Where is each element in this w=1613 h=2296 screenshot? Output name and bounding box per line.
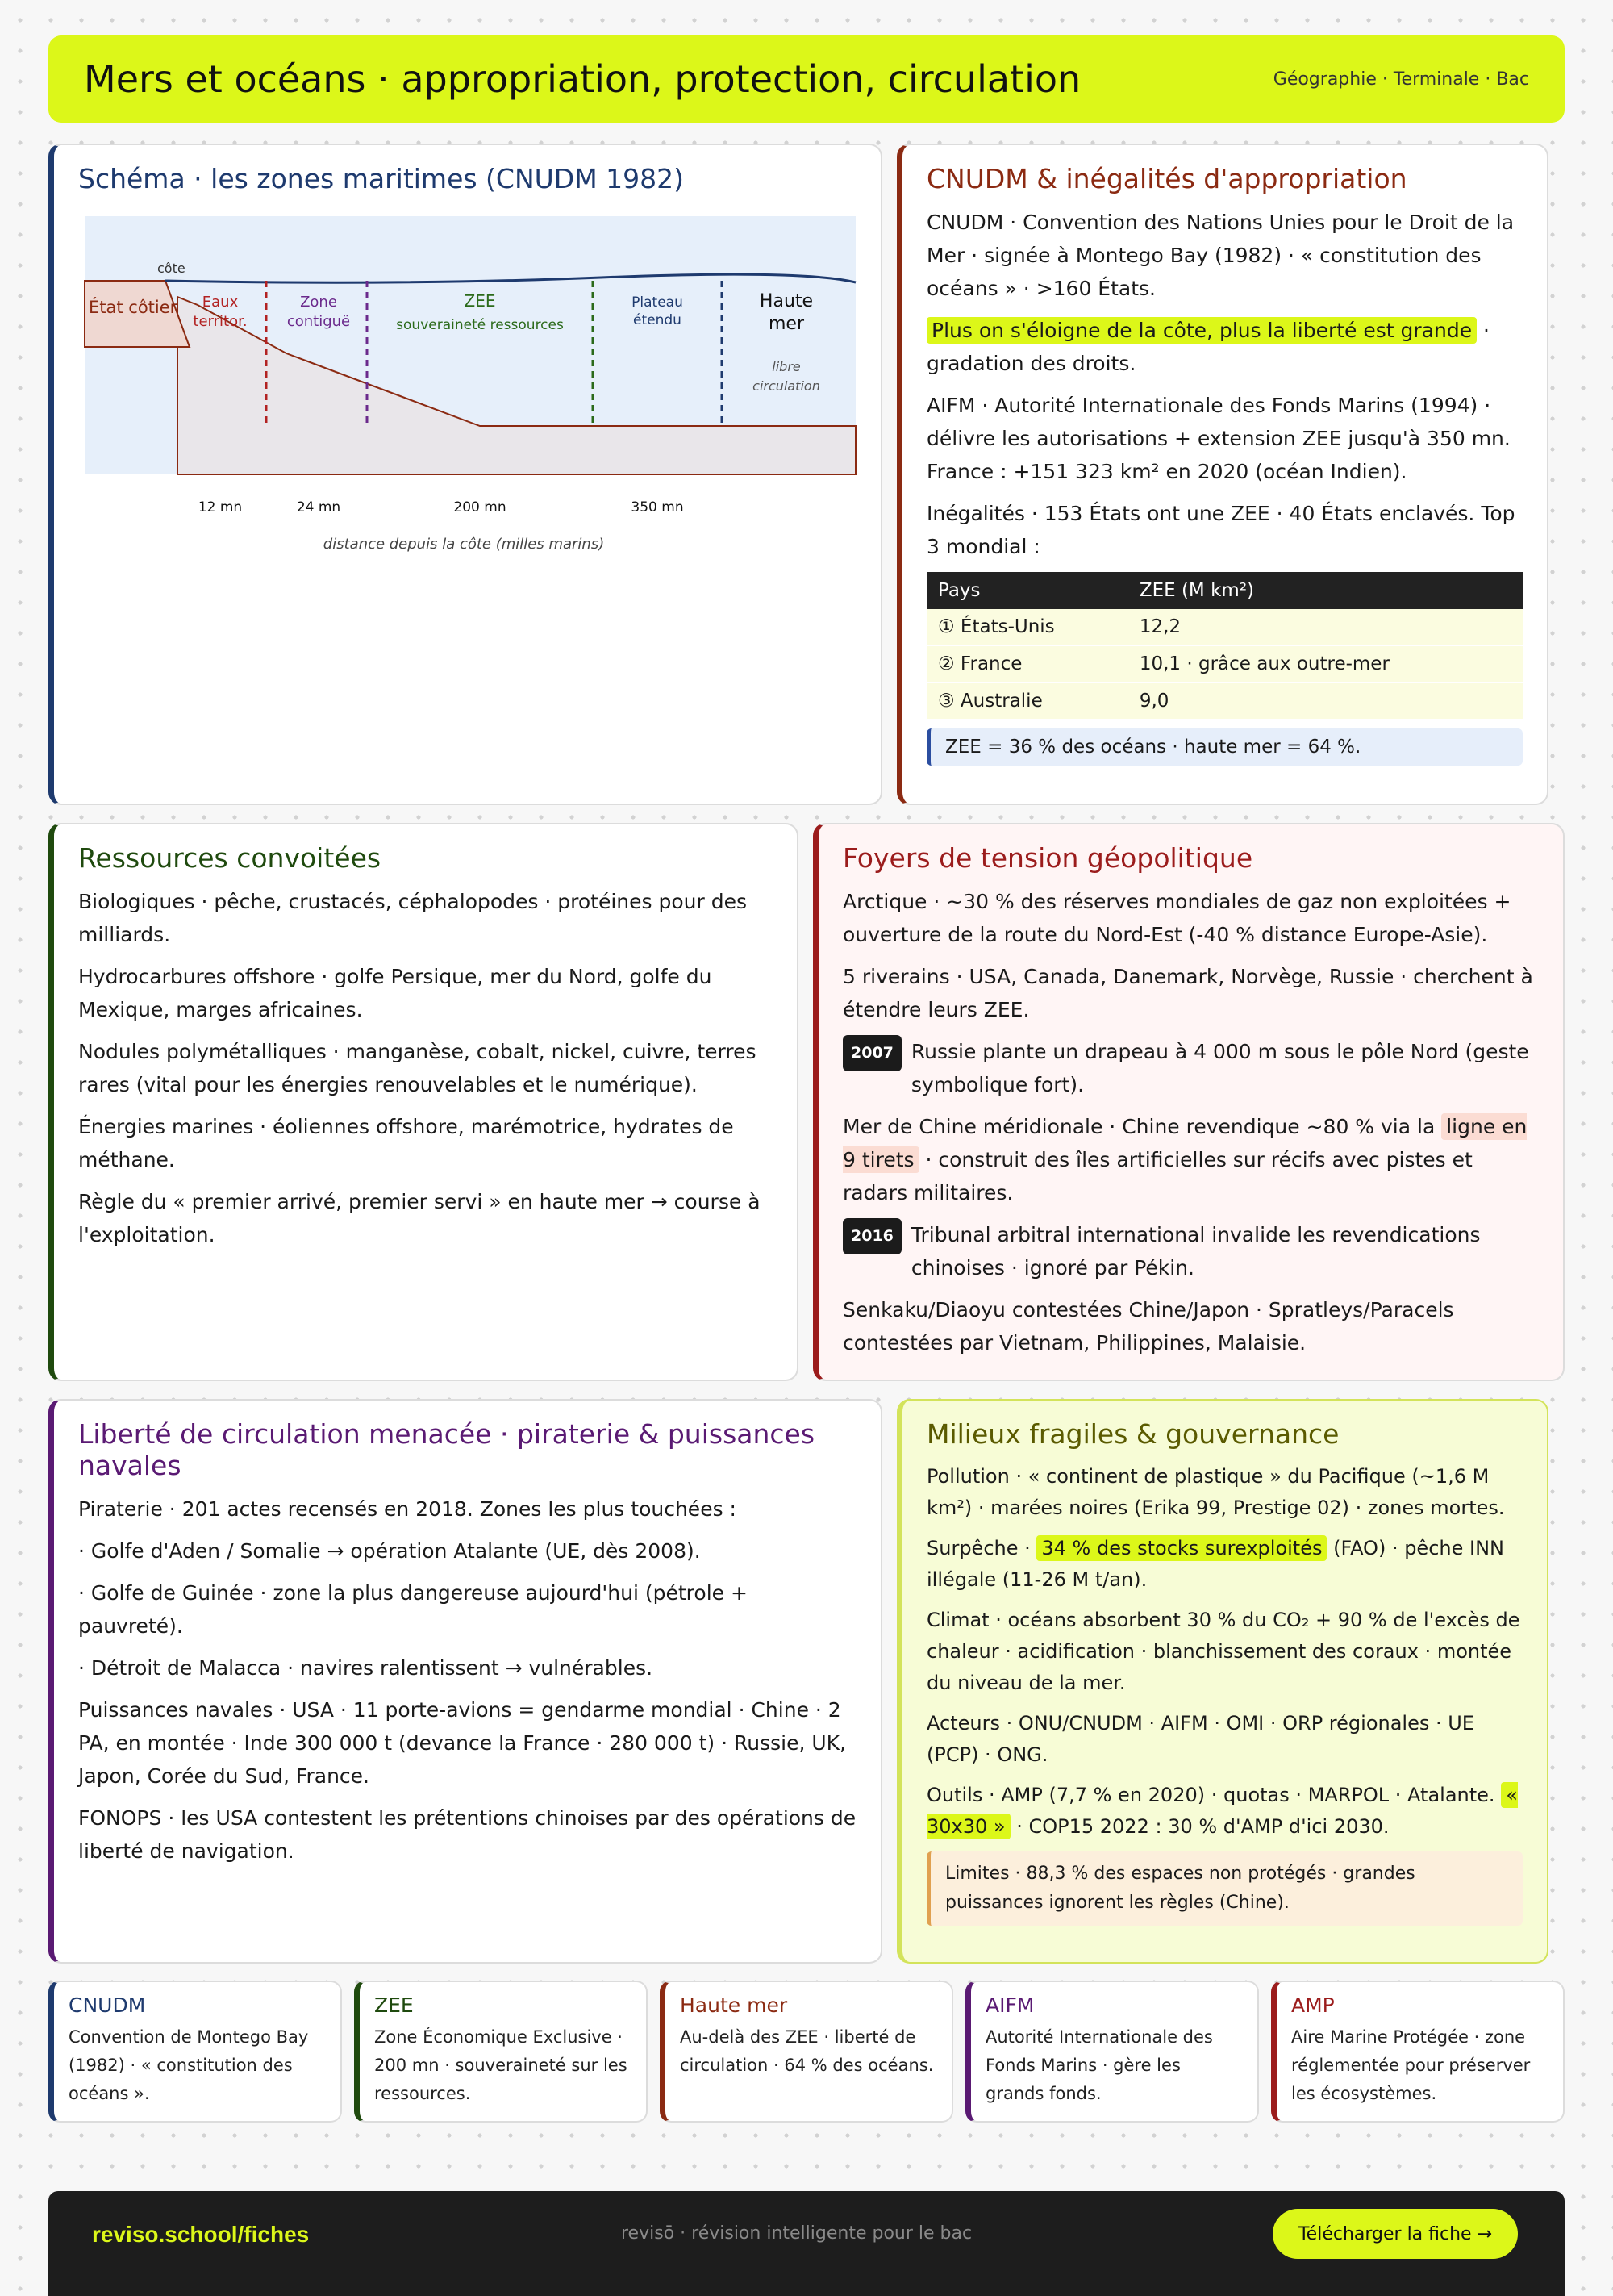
plateau-label-2: étendu [633,312,681,328]
eaux-label-1: Eaux [202,294,239,311]
cnudm-p4: Inégalités · 153 États ont une ZEE · 40 États enclavés. Top 3 mondial : [927,502,1515,558]
schema-title: Schéma · les zones maritimes (CNUDM 1982) [78,163,685,194]
milieux-p1: Pollution · « continent de plastique » du Pacifique (~1,6 M km²) · marées noires (Erika 99, Prestige 02) · zones mortes. [927,1465,1505,1519]
table-header-pays: Pays [927,572,1128,609]
cnudm-p2 [927,314,1523,380]
definition-card-amp [1271,1981,1565,2123]
zee-label-2: souveraineté ressources [396,317,564,333]
foyers-p3 [843,1110,1539,1209]
tick-200mn: 200 mn [453,499,506,516]
definition-term: AIFM [986,1993,1035,2017]
page-header [48,35,1565,123]
haute-mer-label-2: mer [768,314,805,334]
cnudm-p1: CNUDM · Convention des Nations Unies pour le Droit de la Mer · signée à Montego Bay (1982) · « constitution des océans » · >160 États. [927,211,1515,300]
table-row [927,645,1523,683]
liberte-item: FONOPS · les USA contestent les prétentions chinoises par des opérations de liberté de navigation. [78,1806,857,1863]
milieux-p4: Acteurs · ONU/CNUDM · AIFM · OMI · ORP régionales · UE (PCP) · ONG. [927,1712,1474,1766]
cote-label: côte [157,261,185,276]
ressources-item: Nodules polymétalliques · manganèse, cobalt, nickel, cuivre, terres rares (vital pour les énergies renouvelables et le numérique). [78,1040,756,1096]
foyers-p3-b: · construit des îles artificielles sur récifs avec pistes et radars militaires. [843,1148,1473,1204]
zee-share-note: ZEE = 36 % des océans · haute mer = 64 %. [927,728,1523,766]
ressources-item: Règle du « premier arrivé, premier servi » en haute mer → course à l'exploitation. [78,1190,761,1246]
foyers-title: Foyers de tension géopolitique [843,842,1253,874]
table-row [927,683,1523,720]
definition-card-zee [354,1981,648,2123]
event-2016 [843,1218,1539,1284]
footer-bar [48,2191,1565,2296]
cnudm-p3: AIFM · Autorité Internationale des Fonds Marins (1994) · délivre les autorisations + extension ZEE jusqu'à 350 mn. France : +151 323 km² en 2020 (océan Indien). [927,394,1511,483]
table-cell: ③ Australie [927,683,1128,720]
liberte-item: · Golfe de Guinée · zone la plus dangereuse aujourd'hui (pétrole + pauvreté). [78,1581,748,1638]
subject-meta: Géographie · Terminale · Bac [1273,69,1529,90]
page-title: Mers et océans · appropriation, protection, circulation [84,57,1082,101]
table-header-zee: ZEE (M km²) [1128,572,1523,609]
event-text: Tribunal arbitral international invalide les revendications chinoises · ignoré par Pékin. [911,1223,1481,1279]
definition-term: ZEE [374,1993,414,2017]
definition-term: Haute mer [680,1993,788,2017]
cnudm-p2-highlight: Plus on s'éloigne de la côte, plus la liberté est grande [927,317,1477,344]
liberte-item: Puissances navales · USA · 11 porte-avions = gendarme mondial · Chine · 2 PA, en montée · Inde 300 000 t (devance la France · 280 000 t) · Russie, UK, Japon, Corée du Sud, France. [78,1698,846,1788]
ligne-9-tirets-highlight: ligne en 9 tirets [843,1115,1528,1171]
foyers-card [813,823,1565,1381]
ressources-item: Énergies marines · éoliennes offshore, marémotrice, hydrates de méthane. [78,1115,734,1171]
definition-card-haute-mer [660,1981,953,2123]
definition-term: AMP [1291,1993,1335,2017]
milieux-p3: Climat · océans absorbent 30 % du CO₂ + 90 % de l'excès de chaleur · acidification · blanchissement des coraux · montée du niveau de la mer. [927,1609,1520,1694]
year-tag: 2007 [843,1035,902,1071]
event-text: Russie plante un drapeau à 4 000 m sous le pôle Nord (geste symbolique fort). [911,1040,1529,1096]
definition-text: Au-delà des ZEE · liberté de circulation · 64 % des océans. [680,2027,934,2075]
definition-card-cnudm [48,1981,342,2123]
ressources-title: Ressources convoitées [78,842,381,874]
footer-tagline: revisō · révision intelligente pour le bac [621,2223,973,2244]
eaux-label-2: territor. [193,313,248,330]
download-button[interactable]: Télécharger la fiche → [1273,2209,1518,2259]
year-tag: 2016 [843,1218,902,1254]
table-cell: 9,0 [1128,683,1523,720]
tick-12mn: 12 mn [198,499,243,516]
table-cell: 12,2 [1128,609,1523,645]
table-cell: ② France [927,645,1128,683]
libre-label-1: libre [772,359,801,374]
cnudm-p2-rest: · gradation des droits. [927,319,1490,375]
ressources-card [48,823,798,1381]
definition-term: CNUDM [69,1993,146,2017]
zee-label-1: ZEE [464,291,496,311]
milieux-p2 [927,1533,1523,1596]
contigue-label-2: contiguë [286,313,351,330]
footer-brand-link[interactable]: reviso.school/fiches [92,2222,310,2247]
milieux-p5 [927,1780,1523,1843]
event-2007 [843,1035,1539,1101]
definition-text: Convention de Montego Bay (1982) · « constitution des océans ». [69,2027,309,2103]
30x30-highlight: « 30x30 » [927,1784,1518,1838]
etat-cotier-label: État côtier [89,298,177,317]
tick-24mn: 24 mn [296,499,341,516]
table-row [927,609,1523,645]
foyers-p4: Senkaku/Diaoyu contestées Chine/Japon · Spratleys/Paracels contestées par Vietnam, Philippines, Malaisie. [843,1298,1454,1355]
foyers-p2: 5 riverains · USA, Canada, Danemark, Norvège, Russie · cherchent à étendre leurs ZEE. [843,965,1533,1021]
liberte-item: · Golfe d'Aden / Somalie → opération Atalante (UE, dès 2008). [78,1539,701,1563]
contigue-label-1: Zone [300,294,337,311]
definition-text: Autorité Internationale des Fonds Marins · gère les grands fonds. [986,2027,1213,2103]
liberte-item: Piraterie · 201 actes recensés en 2018. Zones les plus touchées : [78,1497,736,1521]
cnudm-title: CNUDM & inégalités d'appropriation [927,163,1407,194]
liberte-title: Liberté de circulation menacée · piraterie & puissances navales [78,1418,815,1481]
ressources-item: Hydrocarbures offshore · golfe Persique, mer du Nord, golfe du Mexique, marges africaines. [78,965,712,1021]
milieux-card [897,1399,1548,1964]
libre-label-2: circulation [752,378,820,394]
foyers-p3-a: Mer de Chine méridionale · Chine revendique ~80 % via la [843,1115,1442,1138]
milieux-p2-a: Surpêche · [927,1537,1037,1559]
axis-label: distance depuis la côte (milles marins) [323,536,605,553]
surpeche-highlight: 34 % des stocks surexploités [1036,1535,1327,1561]
schema-card [48,144,882,805]
plateau-label-1: Plateau [631,294,683,311]
ressources-item: Biologiques · pêche, crustacés, céphalopodes · protéines pour des milliards. [78,890,747,946]
cnudm-card [897,144,1548,805]
foyers-p1: Arctique · ~30 % des réserves mondiales de gaz non exploitées + ouverture de la route du Nord-Est (-40 % distance Europe-Asie). [843,890,1511,946]
zee-ranking-table [927,572,1523,720]
definition-text: Aire Marine Protégée · zone réglementée pour préserver les écosystèmes. [1291,2027,1531,2103]
definition-text: Zone Économique Exclusive · 200 mn · souveraineté sur les ressources. [374,2027,627,2103]
table-cell: 10,1 · grâce aux outre-mer [1128,645,1523,683]
milieux-title: Milieux fragiles & gouvernance [927,1418,1340,1450]
milieux-p5-b: · COP15 2022 : 30 % d'AMP d'ici 2030. [1010,1815,1390,1838]
milieux-p5-a: Outils · AMP (7,7 % en 2020) · quotas · MARPOL · Atalante. [927,1784,1502,1806]
limites-note: Limites · 88,3 % des espaces non protégés · grandes puissances ignorent les règles (Chine). [927,1851,1523,1926]
maritime-zones-diagram [77,216,867,587]
table-cell: ① États-Unis [927,609,1128,645]
definition-card-aifm [965,1981,1259,2123]
liberte-item: · Détroit de Malacca · navires ralentissent → vulnérables. [78,1656,653,1680]
liberte-card [48,1399,882,1964]
tick-350mn: 350 mn [631,499,684,516]
milieux-p2-b: (FAO) · pêche INN illégale (11-26 M t/an). [927,1537,1504,1591]
haute-mer-label-1: Haute [759,291,814,311]
